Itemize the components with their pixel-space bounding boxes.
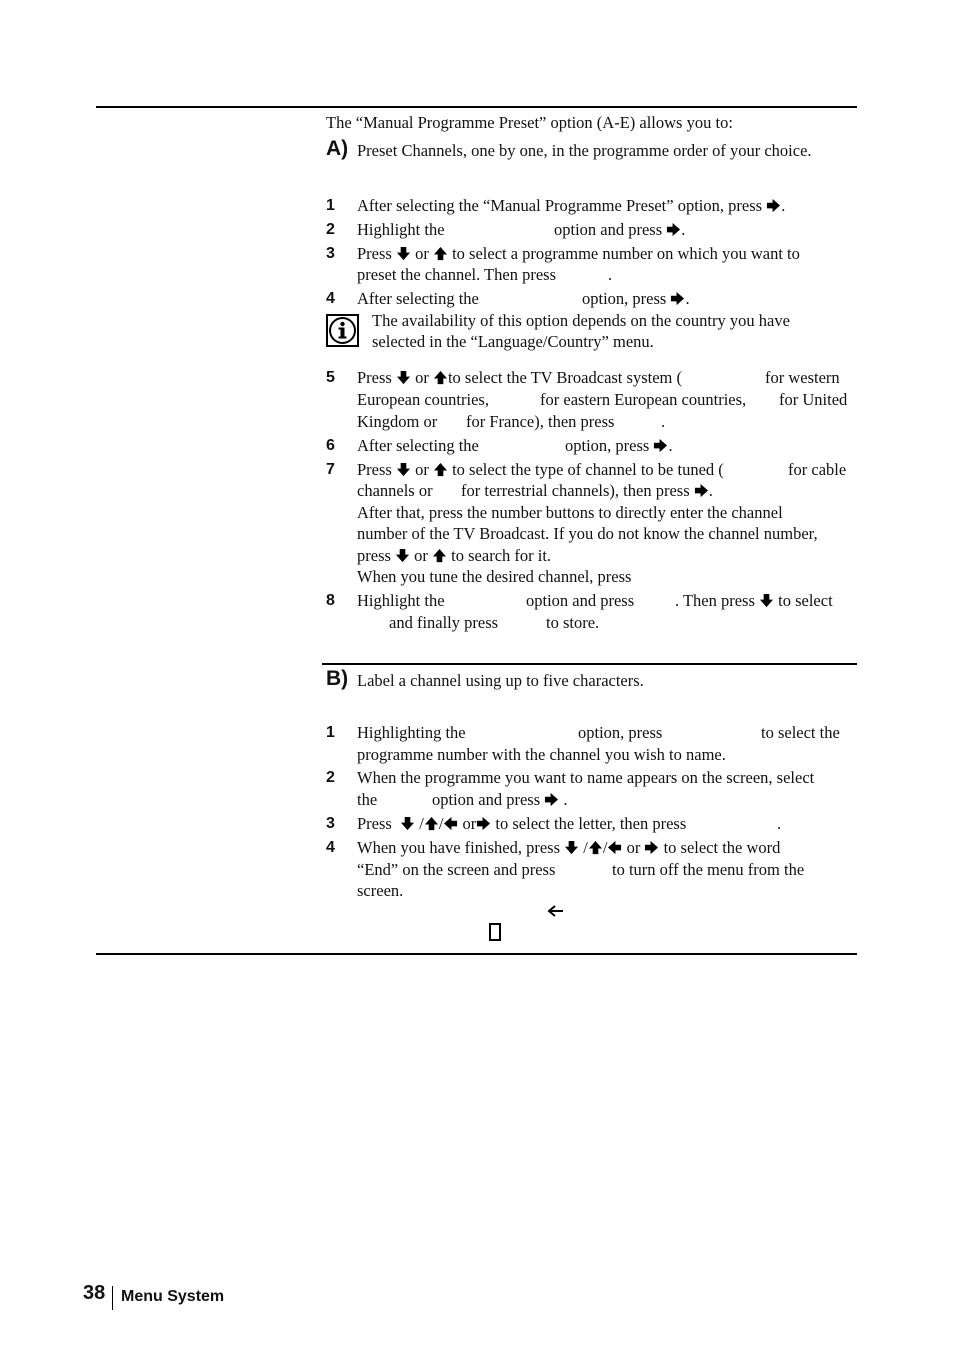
- footer-divider: [112, 1286, 113, 1310]
- step-b3-line-1-end: .: [777, 814, 782, 833]
- step-b1-text-2: option, press: [578, 723, 663, 742]
- step-a5-number: 5: [326, 369, 335, 386]
- bottom-rule: [96, 953, 857, 955]
- step-text: . Then press: [675, 591, 755, 610]
- arrow-up-icon: [588, 840, 603, 855]
- step-b1-number: 1: [326, 724, 335, 741]
- step-a4-text-1: After selecting the: [357, 289, 479, 308]
- step-text: or: [415, 368, 429, 387]
- step-a4-text-2: [582, 288, 690, 309]
- step-b2-line-2a: the: [357, 790, 378, 809]
- step-a2-text-2: [554, 219, 685, 240]
- arrow-right-icon: [670, 291, 685, 306]
- step-text: or: [626, 838, 641, 857]
- step-a8-text-4: and finally press: [389, 613, 499, 632]
- info-icon: [326, 314, 359, 347]
- step-a7-line-2a: channels or: [357, 481, 433, 500]
- arrow-up-icon: [433, 246, 448, 261]
- step-text: press: [357, 546, 391, 565]
- step-a6-text-2: [565, 435, 673, 456]
- step-a8-text-2: option and press: [526, 591, 635, 610]
- step-text: /: [438, 814, 444, 833]
- step-text: or: [414, 546, 428, 565]
- step-a6-number: 6: [326, 437, 335, 454]
- arrow-right-icon: [476, 816, 491, 831]
- step-a5-line-1-end: for western: [765, 368, 840, 387]
- step-a7-line-2b: [461, 480, 713, 501]
- step-text: to select a programme number on which you want to: [452, 244, 800, 263]
- step-a7-line-5: [357, 545, 551, 566]
- step-text: option, press: [565, 436, 650, 455]
- section-a-text: Preset Channels, one by one, in the programme order of your choice.: [357, 141, 812, 160]
- step-text: /: [602, 838, 608, 857]
- step-a2-text-1: Highlight the: [357, 220, 445, 239]
- step-a7-number: 7: [326, 461, 335, 478]
- step-text: to select the type of channel to be tuned (: [452, 460, 724, 479]
- arrow-left-icon: [443, 816, 458, 831]
- arrow-down-icon: [564, 840, 579, 855]
- step-a3-line-2-end: .: [608, 265, 613, 284]
- section-b-text: Label a channel using up to five characters.: [357, 671, 644, 690]
- intro-text: The “Manual Programme Preset” option (A-E) allows you to:: [326, 113, 733, 132]
- arrow-up-icon: [424, 816, 439, 831]
- step-text: .: [781, 196, 786, 215]
- step-text: or: [415, 460, 429, 479]
- step-text: Press: [357, 244, 392, 263]
- step-text: or: [415, 244, 429, 263]
- step-a5-line-2b: for eastern European countries,: [540, 390, 747, 409]
- step-a3-number: 3: [326, 245, 335, 262]
- step-a2-number: 2: [326, 221, 335, 238]
- step-a4-number: 4: [326, 290, 335, 307]
- step-a5-line-3a: Kingdom or: [357, 412, 438, 431]
- step-text: /: [419, 814, 424, 833]
- step-a5-line-3c: .: [661, 412, 666, 431]
- step-b2-line-1: When the programme you want to name appears on the screen, select: [357, 768, 815, 787]
- step-a5-line-1: [357, 367, 682, 388]
- arrow-right-icon: [766, 198, 781, 213]
- arrow-right-icon: [544, 792, 559, 807]
- arrow-down-icon: [395, 548, 410, 563]
- step-text: option and press: [432, 790, 541, 809]
- step-a8-text-3: [675, 590, 833, 611]
- step-b3-line-1: [357, 813, 686, 834]
- step-text: option and press: [554, 220, 663, 239]
- step-a6-text-1: After selecting the: [357, 436, 479, 455]
- section-a-label: A): [326, 137, 349, 160]
- step-text: to select the letter, then press: [495, 814, 687, 833]
- step-b2-line-2b: [432, 789, 568, 810]
- step-a3-line-1: [357, 243, 800, 264]
- step-text: .: [563, 790, 568, 809]
- footer-section-title: Menu System: [121, 1288, 225, 1305]
- step-text: .: [708, 481, 713, 500]
- step-a8-text-5: to store.: [546, 613, 600, 632]
- section-b-rule: [322, 663, 857, 665]
- step-a5-line-2a: European countries,: [357, 390, 489, 409]
- step-text: to select the TV Broadcast system (: [447, 368, 682, 387]
- arrow-up-icon: [433, 370, 448, 385]
- step-text: Press: [357, 460, 392, 479]
- step-a5-line-2c: for United: [779, 390, 848, 409]
- cursor-box-icon: [489, 923, 501, 941]
- step-a1-number: 1: [326, 197, 335, 214]
- page-number: 38: [83, 1282, 106, 1304]
- arrow-down-icon: [759, 593, 774, 608]
- step-text: to select the word: [663, 838, 781, 857]
- step-text: .: [681, 220, 686, 239]
- step-b3-number: 3: [326, 815, 335, 832]
- step-text: After selecting the “Manual Programme Preset” option, press: [357, 196, 763, 215]
- arrow-down-icon: [396, 370, 411, 385]
- step-b1-text-1: Highlighting the: [357, 723, 466, 742]
- step-a7-line-6: When you tune the desired channel, press: [357, 567, 632, 586]
- arrow-right-icon: [653, 438, 668, 453]
- step-b4-line-1: [357, 837, 780, 858]
- step-text: .: [685, 289, 690, 308]
- step-b1-text-4: programme number with the channel you wish to name.: [357, 745, 726, 764]
- arrow-right-icon: [666, 222, 681, 237]
- step-text: to search for it.: [451, 546, 552, 565]
- arrow-down-icon: [396, 246, 411, 261]
- arrow-left-icon: [607, 840, 622, 855]
- step-text: /: [583, 838, 588, 857]
- back-arrow-icon: [546, 904, 566, 918]
- step-b4-line-2a: “End” on the screen and press: [357, 860, 556, 879]
- step-b4-number: 4: [326, 839, 335, 856]
- step-a8-text-1: Highlight the: [357, 591, 445, 610]
- step-b1-text-3: to select the: [761, 723, 840, 742]
- step-a7-line-3: After that, press the number buttons to directly enter the channel: [357, 503, 783, 522]
- step-text: When you have finished, press: [357, 838, 560, 857]
- step-a7-line-1: [357, 459, 724, 480]
- arrow-down-icon: [396, 462, 411, 477]
- step-text: .: [668, 436, 673, 455]
- arrow-up-icon: [433, 462, 448, 477]
- step-a5-line-3b: for France), then press: [466, 412, 615, 431]
- arrow-right-icon: [644, 840, 659, 855]
- step-b4-line-2b: to turn off the menu from the: [612, 860, 805, 879]
- step-text: or: [462, 814, 477, 833]
- step-a3-line-2: preset the channel. Then press: [357, 265, 556, 284]
- arrow-down-icon: [400, 816, 415, 831]
- step-text: for terrestrial channels), then press: [461, 481, 690, 500]
- step-a8-number: 8: [326, 592, 335, 609]
- step-b4-line-3: screen.: [357, 881, 404, 900]
- step-text: option, press: [582, 289, 667, 308]
- step-a7-line-1-end: for cable: [788, 460, 847, 479]
- step-b2-number: 2: [326, 769, 335, 786]
- section-b-label: B): [326, 667, 349, 690]
- arrow-up-icon: [432, 548, 447, 563]
- step-text: to select: [778, 591, 833, 610]
- top-rule: [96, 106, 857, 108]
- arrow-right-icon: [694, 483, 709, 498]
- step-a7-line-4: number of the TV Broadcast. If you do not know the channel number,: [357, 524, 818, 543]
- step-a1-text: [357, 195, 785, 216]
- note-line-1: The availability of this option depends on the country you have: [372, 311, 790, 330]
- step-text: Press: [357, 814, 392, 833]
- note-line-2: selected in the “Language/Country” menu.: [372, 332, 654, 351]
- step-text: Press: [357, 368, 392, 387]
